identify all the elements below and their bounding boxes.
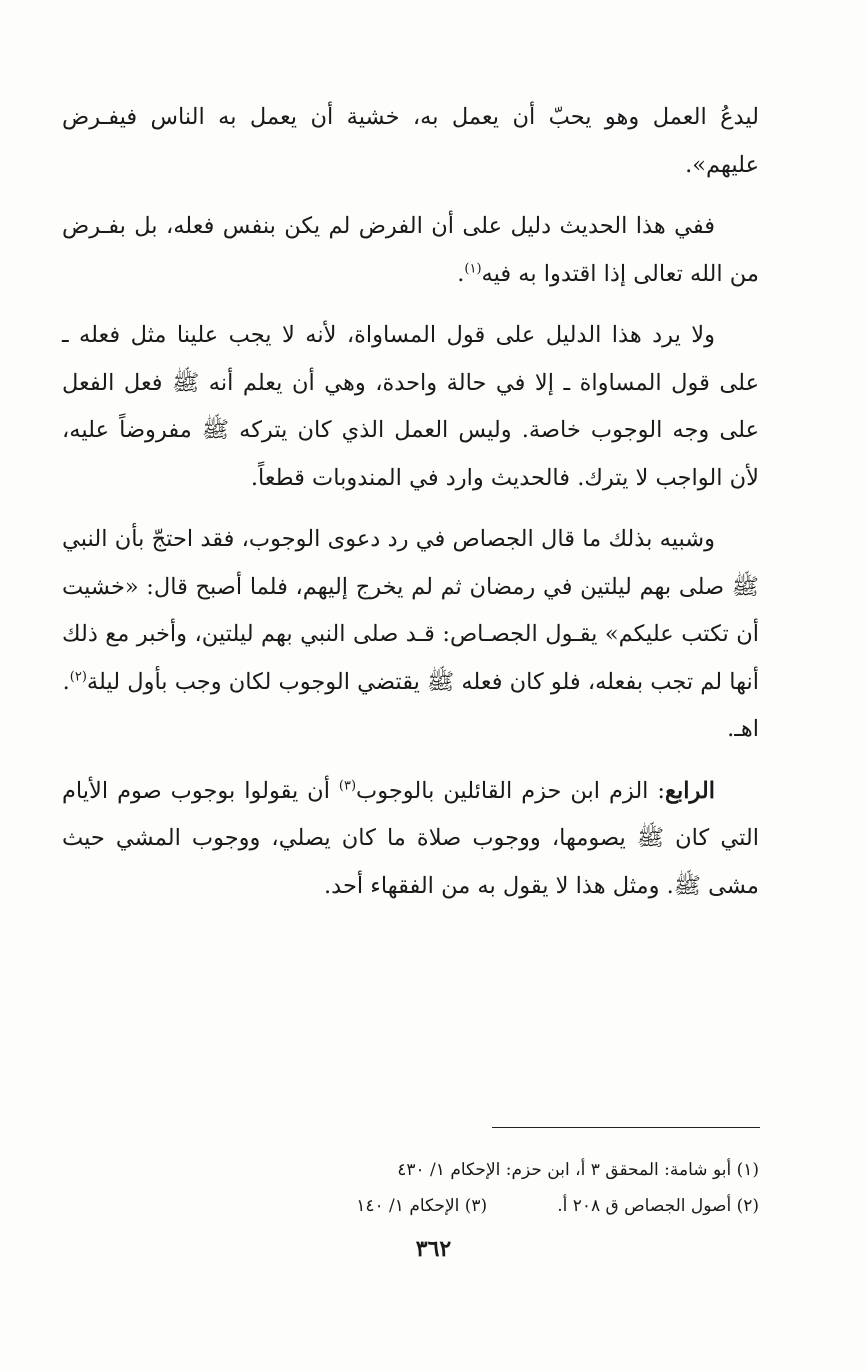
paragraph-1-text: ليدعُ العمل وهو يحبّ أن يعمل به، خشية أن يعمل به الناس فيفـرض عليهم». (62, 104, 759, 178)
footnote-2: (٢) أصول الجصاص ق ٢٠٨ أ. (557, 1196, 759, 1216)
paragraph-3-text: ولا يرد هذا الدليل على قول المساواة، لأنه لا يجب علينا مثل فعله ـ على قول المساواة ـ إلا في حالة واحدة، وهي أن يعلم أنه ﷺ فعل الفعل على وجه الوجوب خاصة. وليس العمل الذي كان يتركه ﷺ مفروضاً عليه، لأن الواجب لا يترك. فالحديث وارد في المندوبات قطعاً. (62, 322, 759, 491)
paragraph-4-end: . (62, 668, 70, 695)
paragraph-2 (62, 203, 759, 298)
footnote-spacer (487, 1188, 557, 1224)
footnote-line-1 (160, 1152, 759, 1188)
footnote-separator (492, 1127, 760, 1128)
footnote-ref-1: (١) (464, 261, 482, 276)
main-text (62, 94, 759, 924)
footnote-3: (٣) الإحكام ١/ ١٤٠ (356, 1196, 488, 1216)
paragraph-4-text: وشبيه بذلك ما قال الجصاص في رد دعوى الوجوب، فقد احتجّ بأن النبي ﷺ صلى بهم ليلتين في رمضان ثم لم يخرج إليهم، فلما أصبح قال: «خشيت أن تكتب عليكم» يقـول الجصـاص: قـد صلى النبي بهم ليلتين، وأخبر مع ذلك أنها لم تجب بفعله، فلو كان فعله ﷺ يقتضي الوجوب لكان وجب بأول ليلة (62, 526, 759, 695)
footnote-ref-3: (٣) (338, 778, 357, 793)
paragraph-2-end: . (457, 260, 465, 287)
paragraph-4-tail: اهـ. (727, 716, 759, 742)
paragraph-5-label: الرابع (664, 777, 715, 804)
paragraph-2-text: ففي هذا الحديث دليل على أن الفرض لم يكن بنفس فعله، بل بفـرض من الله تعالى إذا اقتدوا به فيه (62, 213, 759, 287)
footnote-1: (١) أبو شامة: المحقق ٣ أ، ابن حزم: الإحكام ١/ ٤٣٠ (397, 1160, 759, 1180)
paragraph-5 (62, 768, 759, 911)
paragraph-1 (62, 94, 759, 189)
footnote-ref-2: (٢) (69, 669, 87, 684)
footnotes (160, 1152, 759, 1224)
page-number: ٣٦٢ (415, 1236, 452, 1262)
paragraph-3 (62, 312, 759, 502)
paragraph-4 (62, 516, 759, 754)
paragraph-5-text-b: أن يقولوا بوجوب صوم الأيام التي كان ﷺ يصومها، ووجوب صلاة ما كان يصلي، ووجوب المشي حيث مشى ﷺ. ومثل هذا لا يقول به من الفقهاء أحد. (62, 777, 759, 899)
paragraph-5-text-a: : الزم ابن حزم القائلين بالوجوب (356, 777, 665, 804)
footnote-line-2 (160, 1188, 759, 1224)
